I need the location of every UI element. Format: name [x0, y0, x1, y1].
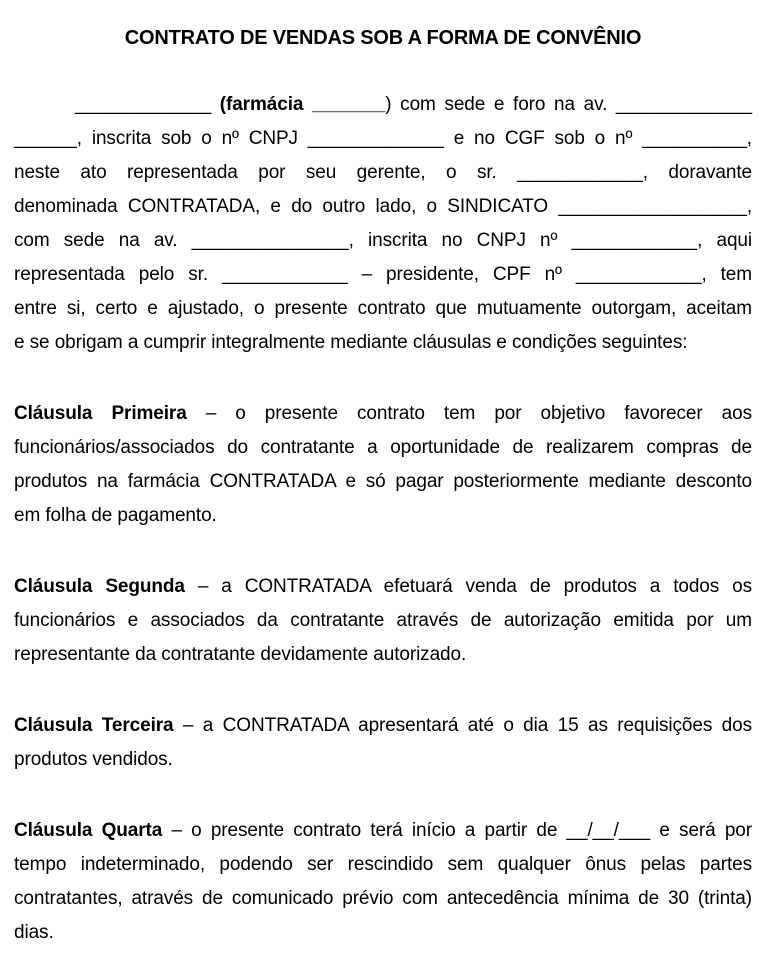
text-line	[14, 499, 752, 533]
text-segment: entre si, certo e ajustado, o presente contrato que mutuamente outorgam, aceitam	[14, 298, 752, 319]
bold-text-segment: Cláusula Quarta	[14, 820, 163, 841]
text-line	[14, 743, 752, 777]
text-line	[14, 604, 752, 638]
text-line	[14, 638, 752, 672]
text-line	[14, 916, 752, 950]
text-segment: denominada CONTRATADA, e do outro lado, o SINDICATO __________________,	[14, 196, 752, 217]
text-line	[14, 397, 752, 431]
document-body	[14, 88, 752, 950]
bold-text-segment: (farmácia _______	[219, 94, 386, 115]
paragraph-clausula-terceira	[14, 709, 752, 777]
paragraph-clausula-quarta	[14, 814, 752, 950]
text-line	[14, 88, 752, 122]
bold-text-segment: Cláusula Primeira	[14, 403, 187, 424]
text-line	[14, 882, 752, 916]
text-segment: e se obrigam a cumprir integralmente mediante cláusulas e condições seguintes:	[14, 332, 688, 353]
text-line	[14, 156, 752, 190]
text-line	[14, 292, 752, 326]
document-title: CONTRATO DE VENDAS SOB A FORMA DE CONVÊNIO	[124, 27, 642, 49]
paragraph-clausula-segunda	[14, 570, 752, 672]
bold-text-segment: Cláusula Segunda	[14, 576, 185, 597]
paragraph-intro	[14, 88, 752, 360]
text-line	[14, 814, 752, 848]
text-line	[14, 431, 752, 465]
text-segment: em folha de pagamento.	[14, 505, 217, 526]
text-line	[14, 570, 752, 604]
text-line	[14, 465, 752, 499]
text-segment: ______, inscrita sob o nº CNPJ _____________ e no CGF sob o nº __________,	[14, 128, 752, 149]
text-segment: ) com sede e foro na av. _____________	[385, 94, 753, 115]
text-segment: produtos na farmácia CONTRATADA e só pagar posteriormente mediante desconto	[14, 471, 752, 492]
text-segment: – a CONTRATADA apresentará até o dia 15 as requisições dos	[173, 715, 752, 736]
text-segment: neste ato representada por seu gerente, o sr. ____________, doravante	[14, 162, 752, 183]
text-segment: – o presente contrato terá início a partir de __/__/___ e será por	[162, 820, 752, 841]
text-segment: representante da contratante devidamente autorizado.	[14, 644, 467, 665]
text-segment: dias.	[14, 922, 54, 943]
text-segment: funcionários e associados da contratante através de autorização emitida por um	[14, 610, 752, 631]
text-segment: tempo indeterminado, podendo ser rescindido sem qualquer ônus pelas partes	[14, 854, 752, 875]
text-line	[14, 122, 752, 156]
bold-text-segment: Cláusula Terceira	[14, 715, 174, 736]
text-segment: produtos vendidos.	[14, 749, 173, 770]
text-segment: _____________	[75, 94, 220, 115]
text-segment: – o presente contrato tem por objetivo favorecer aos	[186, 403, 752, 424]
paragraph-clausula-primeira	[14, 397, 752, 533]
text-segment: representada pelo sr. ____________ – presidente, CPF nº ____________, tem	[14, 264, 752, 285]
text-segment: – a CONTRATADA efetuará venda de produtos a todos os	[184, 576, 752, 597]
text-line	[14, 258, 752, 292]
text-line	[14, 709, 752, 743]
text-line	[14, 848, 752, 882]
text-segment: com sede na av. _______________, inscrita no CNPJ nº ____________, aqui	[14, 230, 752, 251]
text-segment: funcionários/associados do contratante a oportunidade de realizarem compras de	[14, 437, 752, 458]
text-line	[14, 190, 752, 224]
text-line	[14, 224, 752, 258]
text-segment: contratantes, através de comunicado prévio com antecedência mínima de 30 (trinta)	[14, 888, 752, 909]
text-line	[14, 326, 752, 360]
